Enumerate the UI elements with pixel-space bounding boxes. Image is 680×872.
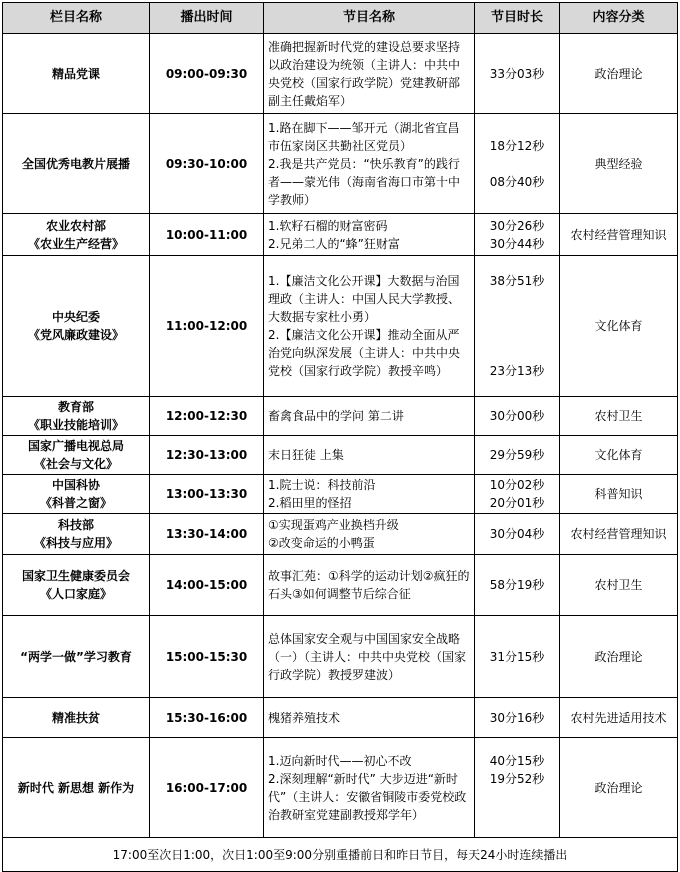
program-item: 末日狂徒 上集 <box>268 448 344 462</box>
program-item: 槐猪养殖技术 <box>268 710 341 725</box>
duration-cell <box>475 397 560 436</box>
program-item: 1.【廉洁文化公开课】大数据与治国理政（主讲人：中国人民大学教授、大数据专家杜小勇） <box>268 274 461 324</box>
duration-item: 30分00秒 <box>489 409 545 423</box>
duration-item: 58分19秒 <box>489 578 545 592</box>
program-cell <box>264 738 475 838</box>
column-name-cell <box>3 555 150 616</box>
column-name-text: 新时代 新思想 新作为 <box>17 780 135 795</box>
category-cell: 政治理论 <box>560 616 678 698</box>
duration-item: 30分16秒 <box>489 710 545 725</box>
column-name-subtitle: 《人口家庭》 <box>39 587 112 601</box>
duration-item: 29分59秒 <box>489 448 545 462</box>
program-item: 1.软籽石榴的财富密码 <box>268 218 388 233</box>
duration-cell <box>475 114 560 214</box>
column-name-subtitle: 《科普之窗》 <box>39 496 112 510</box>
header-program-name: 节目名称 <box>264 3 475 34</box>
table-row <box>3 34 678 114</box>
air-time-cell: 13:00-13:30 <box>150 475 264 514</box>
duration-cell <box>475 436 560 475</box>
air-time-cell: 10:00-11:00 <box>150 214 264 256</box>
program-cell <box>264 114 475 214</box>
column-name-text: 农业农村部 <box>45 218 106 233</box>
column-name-cell <box>3 114 150 214</box>
program-cell <box>264 514 475 555</box>
duration-item: 30分26秒 <box>489 218 545 233</box>
program-cell <box>264 256 475 397</box>
header-duration: 节目时长 <box>475 3 560 34</box>
header-air-time: 播出时间 <box>150 3 264 34</box>
column-name-text: 科技部 <box>57 518 94 532</box>
category-cell: 农村经营管理知识 <box>560 514 678 555</box>
column-name-subtitle: 《科技与应用》 <box>33 536 118 550</box>
air-time-cell: 11:00-12:00 <box>150 256 264 397</box>
program-cell <box>264 436 475 475</box>
duration-cell <box>475 555 560 616</box>
air-time-cell: 12:30-13:00 <box>150 436 264 475</box>
program-item: 故事汇苑：①科学的运动计划②疯狂的石头③如何调整节后综合征 <box>268 569 470 601</box>
table-row <box>3 436 678 475</box>
column-name-cell <box>3 514 150 555</box>
column-name-text: 中国科协 <box>51 478 100 492</box>
column-name-subtitle: 《社会与文化》 <box>33 457 118 471</box>
category-cell: 农村先进适用技术 <box>560 698 678 738</box>
duration-cell <box>475 698 560 738</box>
category-cell: 农村经营管理知识 <box>560 214 678 256</box>
category-cell: 农村卫生 <box>560 555 678 616</box>
program-item: ①实现蛋鸡产业换档升级 <box>268 518 399 532</box>
table-row <box>3 698 678 738</box>
column-name-subtitle: 《职业技能培训》 <box>27 418 124 432</box>
program-cell <box>264 214 475 256</box>
duration-item: 40分15秒 <box>489 753 545 768</box>
footer-row <box>3 838 678 872</box>
air-time-cell: 13:30-14:00 <box>150 514 264 555</box>
column-name-text: “两学一做”学习教育 <box>20 649 132 664</box>
column-name-subtitle: 《农业生产经营》 <box>27 236 124 251</box>
air-time-cell: 15:00-15:30 <box>150 616 264 698</box>
column-name-text: 中央纪委 <box>51 310 100 324</box>
column-name-text: 全国优秀电教片展播 <box>21 156 130 171</box>
column-name-subtitle: 《党风廉政建设》 <box>27 328 124 342</box>
duration-cell <box>475 738 560 838</box>
program-cell <box>264 698 475 738</box>
table-row <box>3 514 678 555</box>
duration-item: 10分02秒 <box>489 478 545 492</box>
program-item: 1.路在脚下——邹开元（湖北省宜昌市伍家岗区共勤社区党员） <box>268 120 460 153</box>
air-time-cell: 16:00-17:00 <box>150 738 264 838</box>
column-name-cell <box>3 214 150 256</box>
table-row <box>3 616 678 698</box>
column-name-cell <box>3 475 150 514</box>
header-row <box>3 3 678 34</box>
duration-cell <box>475 214 560 256</box>
rebroadcast-note: 17:00至次日1:00，次日1:00至9:00分别重播前日和昨日节目，每天24小时连续播出 <box>3 838 678 872</box>
duration-item: 19分52秒 <box>489 771 545 786</box>
column-name-text: 国家卫生健康委员会 <box>21 569 130 583</box>
table-row <box>3 738 678 838</box>
duration-item: 23分13秒 <box>489 364 545 378</box>
column-name-cell <box>3 698 150 738</box>
program-item: 2.稻田里的怪招 <box>268 496 352 510</box>
duration-item: 33分03秒 <box>489 66 545 81</box>
duration-item: 18分12秒 <box>489 138 545 153</box>
column-name-text: 精品党课 <box>51 66 100 81</box>
column-name-text: 教育部 <box>57 400 94 414</box>
program-item: 总体国家安全观与中国国家安全战略（一）（主讲人：中共中央党校（国家行政学院）教授罗建波） <box>268 631 467 682</box>
air-time-cell: 15:30-16:00 <box>150 698 264 738</box>
program-item: 畜禽食品中的学问 第二讲 <box>268 409 404 423</box>
table-row <box>3 555 678 616</box>
duration-item: 30分44秒 <box>489 236 545 251</box>
program-item: 准确把握新时代党的建设总要求坚持以政治建设为统领（主讲人：中共中央党校（国家行政学院）党建教研部副主任戴焰军） <box>268 39 461 108</box>
header-column-name: 栏目名称 <box>3 3 150 34</box>
category-cell: 农村卫生 <box>560 397 678 436</box>
column-name-text: 精准扶贫 <box>51 710 100 725</box>
duration-cell <box>475 475 560 514</box>
category-cell: 政治理论 <box>560 34 678 114</box>
air-time-cell: 09:30-10:00 <box>150 114 264 214</box>
header-category: 内容分类 <box>560 3 678 34</box>
column-name-cell <box>3 616 150 698</box>
table-row <box>3 475 678 514</box>
program-cell <box>264 475 475 514</box>
duration-cell <box>475 256 560 397</box>
air-time-cell: 09:00-09:30 <box>150 34 264 114</box>
duration-item: 31分15秒 <box>489 649 545 664</box>
duration-cell <box>475 34 560 114</box>
program-cell <box>264 555 475 616</box>
program-item: 2.深刻理解“新时代” 大步迈进“新时代”（主讲人：安徽省铜陵市委党校政治教研室党建副教授郑学年） <box>268 771 467 822</box>
category-cell: 科普知识 <box>560 475 678 514</box>
duration-cell <box>475 514 560 555</box>
column-name-cell <box>3 256 150 397</box>
category-cell: 政治理论 <box>560 738 678 838</box>
program-item: 2.兄弟二人的“蜂”狂财富 <box>268 236 400 251</box>
column-name-cell <box>3 397 150 436</box>
duration-cell <box>475 616 560 698</box>
column-name-cell <box>3 436 150 475</box>
schedule-table <box>2 2 678 872</box>
table-row <box>3 214 678 256</box>
program-item: 2.我是共产党员：“快乐教育”的践行者——蒙光伟（海南省海口市第十中学教师） <box>268 156 461 207</box>
category-cell: 文化体育 <box>560 256 678 397</box>
program-cell <box>264 616 475 698</box>
duration-item: 38分51秒 <box>489 274 545 288</box>
column-name-cell <box>3 34 150 114</box>
table-row <box>3 114 678 214</box>
table-row <box>3 397 678 436</box>
category-cell: 文化体育 <box>560 436 678 475</box>
program-item: 2.【廉洁文化公开课】推动全面从严治党向纵深发展（主讲人：中共中央党校（国家行政学院）教授辛鸣） <box>268 328 461 378</box>
program-cell <box>264 34 475 114</box>
duration-item: 08分40秒 <box>489 174 545 189</box>
table-row <box>3 256 678 397</box>
duration-item: 20分01秒 <box>489 496 545 510</box>
column-name-text: 国家广播电视总局 <box>27 439 124 453</box>
category-cell: 典型经验 <box>560 114 678 214</box>
duration-item: 30分04秒 <box>489 527 545 541</box>
column-name-cell <box>3 738 150 838</box>
program-item: ②改变命运的小鸭蛋 <box>268 536 375 550</box>
air-time-cell: 14:00-15:00 <box>150 555 264 616</box>
program-item: 1.院士说：科技前沿 <box>268 478 376 492</box>
program-item: 1.迈向新时代——初心不改 <box>268 753 412 768</box>
program-cell <box>264 397 475 436</box>
air-time-cell: 12:00-12:30 <box>150 397 264 436</box>
